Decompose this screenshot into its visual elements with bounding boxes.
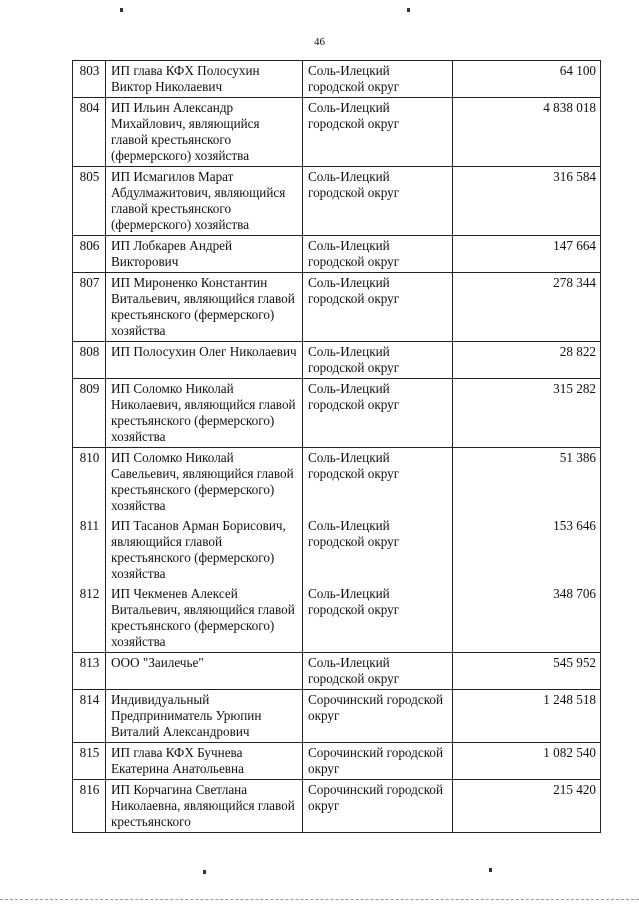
table-row — [73, 273, 601, 342]
recipient-name: ИП Соломко Николай Николаевич, являющийся главой крестьянского (фермерского) хозяйства — [106, 379, 303, 448]
recipient-name: ИП Соломко Николай Савельевич, являющийся главой крестьянского (фермерского) хозяйства — [106, 448, 303, 517]
recipient-name: ИП Ильин Александр Михайлович, являющийся главой крестьянского (фермерского) хозяйства — [106, 98, 303, 167]
row-number: 815 — [73, 743, 106, 780]
recipient-name: ИП глава КФХ Полосухин Виктор Николаевич — [106, 61, 303, 98]
amount: 348 706 — [453, 584, 601, 653]
municipality: Соль-Илецкий городской округ — [303, 61, 453, 98]
amount: 215 420 — [453, 780, 601, 833]
municipality: Соль-Илецкий городской округ — [303, 98, 453, 167]
municipality: Сорочинский городской округ — [303, 780, 453, 833]
page-number: 46 — [314, 36, 325, 48]
recipient-name: Индивидуальный Предприниматель Урюпин Виталий Александрович — [106, 690, 303, 743]
recipient-name: ИП Лобкарев Андрей Викторович — [106, 236, 303, 273]
table-row — [73, 780, 601, 833]
row-number: 804 — [73, 98, 106, 167]
recipient-name: ИП Тасанов Арман Борисович, являющийся главой крестьянского (фермерского) хозяйства — [106, 516, 303, 584]
municipality: Соль-Илецкий городской округ — [303, 273, 453, 342]
amount: 1 082 540 — [453, 743, 601, 780]
scan-mark-bottom-right — [489, 868, 492, 872]
municipality: Соль-Илецкий городской округ — [303, 584, 453, 653]
municipality: Соль-Илецкий городской округ — [303, 653, 453, 690]
amount: 64 100 — [453, 61, 601, 98]
amount: 51 386 — [453, 448, 601, 517]
amount: 147 664 — [453, 236, 601, 273]
row-number: 814 — [73, 690, 106, 743]
scan-mark-top-left — [120, 8, 123, 12]
recipient-name: ИП Чекменев Алексей Витальевич, являющийся главой крестьянского (фермерского) хозяйства — [106, 584, 303, 653]
scan-mark-top-right — [407, 8, 410, 12]
municipality: Соль-Илецкий городской округ — [303, 167, 453, 236]
table-row — [73, 98, 601, 167]
table-row — [73, 342, 601, 379]
amount: 316 584 — [453, 167, 601, 236]
table-row — [73, 516, 601, 584]
recipient-name: ИП Исмагилов Марат Абдулмажитович, являющийся главой крестьянского (фермерского) хозяйства — [106, 167, 303, 236]
recipient-name: ИП Корчагина Светлана Николаевна, являющийся главой крестьянского — [106, 780, 303, 833]
recipient-name: ИП Мироненко Константин Витальевич, являющийся главой крестьянского (фермерского) хозяйства — [106, 273, 303, 342]
allocation-table — [72, 60, 601, 833]
amount: 1 248 518 — [453, 690, 601, 743]
row-number: 809 — [73, 379, 106, 448]
row-number: 808 — [73, 342, 106, 379]
scan-edge-line — [0, 899, 639, 900]
recipient-name: ИП глава КФХ Бучнева Екатерина Анатольевна — [106, 743, 303, 780]
recipient-name: ООО "Заилечье" — [106, 653, 303, 690]
amount: 545 952 — [453, 653, 601, 690]
amount: 278 344 — [453, 273, 601, 342]
row-number: 816 — [73, 780, 106, 833]
municipality: Соль-Илецкий городской округ — [303, 516, 453, 584]
row-number: 812 — [73, 584, 106, 653]
row-number: 811 — [73, 516, 106, 584]
amount: 28 822 — [453, 342, 601, 379]
table-row — [73, 167, 601, 236]
municipality: Соль-Илецкий городской округ — [303, 379, 453, 448]
table-row — [73, 61, 601, 98]
scan-mark-bottom-left — [203, 870, 206, 874]
table-row — [73, 448, 601, 517]
municipality: Соль-Илецкий городской округ — [303, 236, 453, 273]
table-row — [73, 236, 601, 273]
row-number: 805 — [73, 167, 106, 236]
table-row — [73, 653, 601, 690]
row-number: 813 — [73, 653, 106, 690]
municipality: Соль-Илецкий городской округ — [303, 342, 453, 379]
amount: 153 646 — [453, 516, 601, 584]
municipality: Сорочинский городской округ — [303, 690, 453, 743]
row-number: 806 — [73, 236, 106, 273]
amount: 315 282 — [453, 379, 601, 448]
municipality: Сорочинский городской округ — [303, 743, 453, 780]
row-number: 807 — [73, 273, 106, 342]
row-number: 803 — [73, 61, 106, 98]
municipality: Соль-Илецкий городской округ — [303, 448, 453, 517]
table-row — [73, 379, 601, 448]
table-row — [73, 690, 601, 743]
row-number: 810 — [73, 448, 106, 517]
amount: 4 838 018 — [453, 98, 601, 167]
table-row — [73, 584, 601, 653]
recipient-name: ИП Полосухин Олег Николаевич — [106, 342, 303, 379]
table-row — [73, 743, 601, 780]
